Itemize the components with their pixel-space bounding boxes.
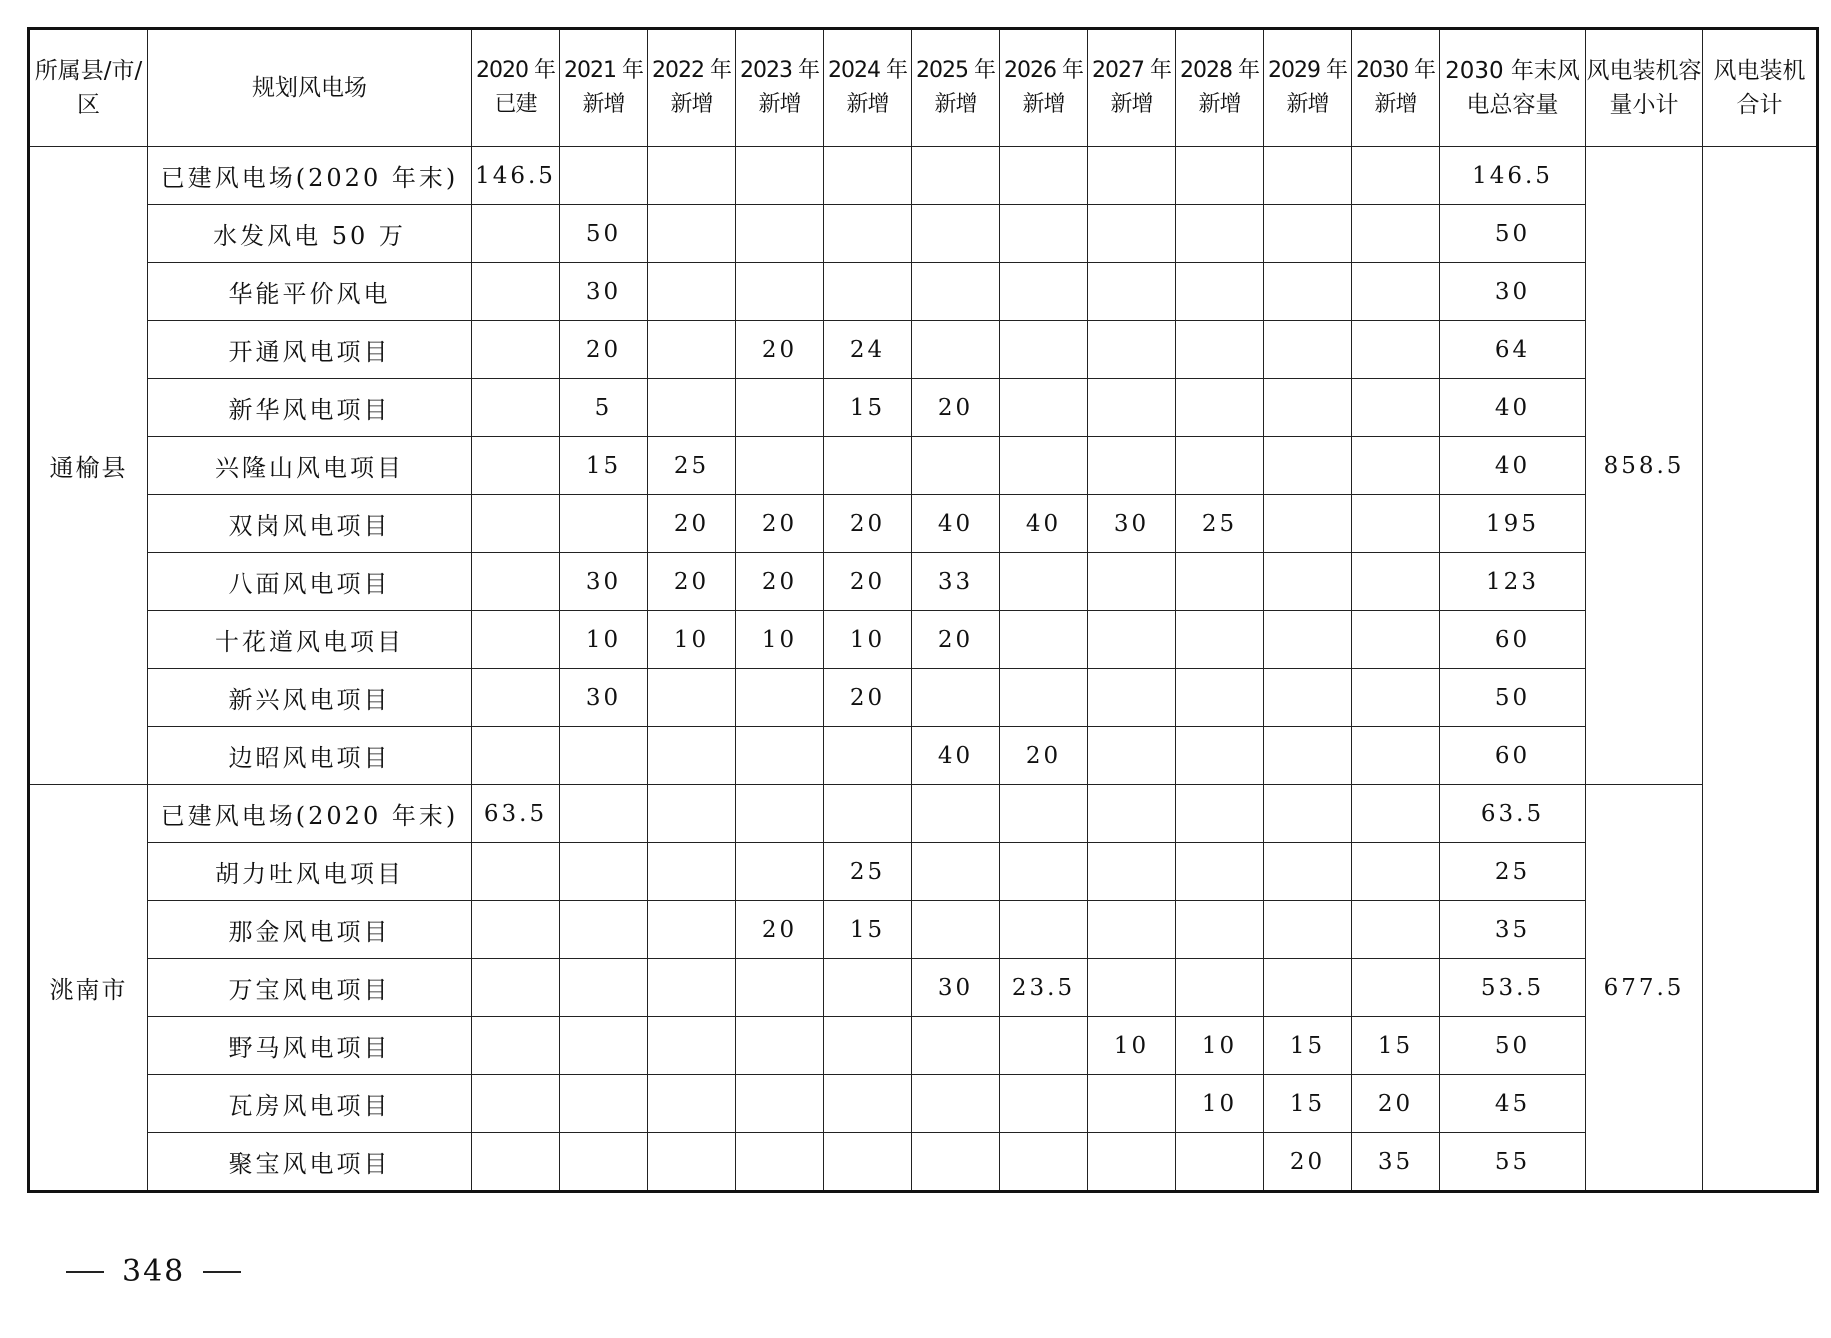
capacity-cell	[1264, 611, 1352, 669]
project-name-cell: 聚宝风电项目	[148, 1133, 472, 1192]
capacity-cell: 30	[912, 959, 1000, 1017]
table-row	[29, 495, 1818, 553]
capacity-cell	[1088, 379, 1176, 437]
capacity-cell	[472, 263, 560, 321]
table-row	[29, 379, 1818, 437]
capacity-cell: 30	[1088, 495, 1176, 553]
capacity-cell	[648, 901, 736, 959]
capacity-cell	[472, 669, 560, 727]
capacity-cell: 20	[560, 321, 648, 379]
table-body	[29, 147, 1818, 1192]
capacity-cell	[560, 727, 648, 785]
capacity-cell	[472, 379, 560, 437]
table-row	[29, 1075, 1818, 1133]
capacity-cell: 10	[1088, 1017, 1176, 1075]
column-header: 风电装机容量小计	[1586, 29, 1703, 147]
capacity-cell	[1088, 205, 1176, 263]
project-name-cell: 已建风电场(2020 年末)	[148, 785, 472, 843]
capacity-cell	[1352, 495, 1440, 553]
capacity-cell	[1000, 1133, 1088, 1192]
footer-dash-right	[203, 1271, 241, 1273]
capacity-cell: 20	[912, 611, 1000, 669]
capacity-cell: 23.5	[1000, 959, 1088, 1017]
column-header: 2024 年新增	[824, 29, 912, 147]
capacity-cell	[560, 785, 648, 843]
capacity-cell: 20	[736, 901, 824, 959]
capacity-cell: 20	[824, 553, 912, 611]
capacity-cell: 146.5	[472, 147, 560, 205]
capacity-cell	[1088, 263, 1176, 321]
column-header: 所属县/市/区	[29, 29, 148, 147]
capacity-cell	[736, 147, 824, 205]
capacity-cell	[912, 321, 1000, 379]
capacity-cell	[1176, 959, 1264, 1017]
capacity-cell: 15	[1264, 1017, 1352, 1075]
capacity-cell: 20	[648, 495, 736, 553]
subtotal-cell: 858.5	[1586, 147, 1703, 785]
capacity-cell	[824, 263, 912, 321]
header-row	[29, 29, 1818, 147]
capacity-cell	[824, 785, 912, 843]
project-name-cell: 水发风电 50 万	[148, 205, 472, 263]
page-number: 348	[122, 1254, 186, 1289]
capacity-cell: 30	[560, 669, 648, 727]
total-capacity-cell: 195	[1440, 495, 1586, 553]
table-row	[29, 785, 1818, 843]
capacity-cell	[1176, 205, 1264, 263]
table-row	[29, 1133, 1818, 1192]
capacity-cell	[1000, 611, 1088, 669]
total-capacity-cell: 60	[1440, 611, 1586, 669]
capacity-cell	[736, 1133, 824, 1192]
capacity-cell	[912, 1133, 1000, 1192]
capacity-cell	[472, 1075, 560, 1133]
capacity-cell	[912, 263, 1000, 321]
capacity-cell: 25	[648, 437, 736, 495]
capacity-cell: 15	[824, 901, 912, 959]
column-header: 2025 年新增	[912, 29, 1000, 147]
capacity-cell: 10	[1176, 1017, 1264, 1075]
capacity-cell	[1176, 669, 1264, 727]
capacity-cell	[1000, 263, 1088, 321]
table-row	[29, 611, 1818, 669]
table-header	[29, 29, 1818, 147]
project-name-cell: 瓦房风电项目	[148, 1075, 472, 1133]
table-row	[29, 843, 1818, 901]
capacity-cell: 20	[1000, 727, 1088, 785]
total-capacity-cell: 30	[1440, 263, 1586, 321]
capacity-cell	[1088, 785, 1176, 843]
project-name-cell: 胡力吐风电项目	[148, 843, 472, 901]
capacity-cell: 20	[1264, 1133, 1352, 1192]
capacity-cell	[1352, 437, 1440, 495]
capacity-cell: 5	[560, 379, 648, 437]
capacity-cell	[648, 1017, 736, 1075]
table-row	[29, 553, 1818, 611]
capacity-cell	[472, 843, 560, 901]
capacity-cell	[1000, 1017, 1088, 1075]
project-name-cell: 野马风电项目	[148, 1017, 472, 1075]
column-header: 2021 年新增	[560, 29, 648, 147]
total-capacity-cell: 45	[1440, 1075, 1586, 1133]
subtotal-cell: 677.5	[1586, 785, 1703, 1192]
column-header: 2030 年新增	[1352, 29, 1440, 147]
capacity-cell	[1352, 843, 1440, 901]
capacity-cell	[1000, 553, 1088, 611]
capacity-cell	[472, 901, 560, 959]
capacity-cell	[1088, 1075, 1176, 1133]
table-row	[29, 147, 1818, 205]
total-capacity-cell: 60	[1440, 727, 1586, 785]
capacity-cell	[472, 495, 560, 553]
capacity-cell: 50	[560, 205, 648, 263]
capacity-cell	[648, 379, 736, 437]
capacity-cell	[736, 669, 824, 727]
capacity-cell	[1088, 843, 1176, 901]
capacity-cell	[472, 1133, 560, 1192]
capacity-cell	[1264, 437, 1352, 495]
capacity-cell: 15	[824, 379, 912, 437]
county-cell: 通榆县	[29, 147, 148, 785]
capacity-cell	[1352, 147, 1440, 205]
capacity-cell: 20	[648, 553, 736, 611]
table-row	[29, 1017, 1818, 1075]
capacity-cell	[1264, 379, 1352, 437]
wind-power-table	[27, 27, 1819, 1193]
capacity-cell	[912, 785, 1000, 843]
capacity-cell	[912, 1017, 1000, 1075]
capacity-cell	[560, 495, 648, 553]
capacity-cell	[912, 437, 1000, 495]
project-name-cell: 华能平价风电	[148, 263, 472, 321]
capacity-cell	[648, 843, 736, 901]
capacity-cell	[736, 1075, 824, 1133]
column-header: 2023 年新增	[736, 29, 824, 147]
capacity-cell	[472, 321, 560, 379]
capacity-cell: 30	[560, 553, 648, 611]
total-capacity-cell: 55	[1440, 1133, 1586, 1192]
capacity-cell	[1352, 959, 1440, 1017]
project-name-cell: 十花道风电项目	[148, 611, 472, 669]
capacity-cell	[648, 321, 736, 379]
capacity-cell: 20	[736, 495, 824, 553]
capacity-cell: 40	[912, 495, 1000, 553]
page-footer	[48, 1254, 259, 1289]
capacity-cell	[648, 205, 736, 263]
capacity-cell	[560, 1017, 648, 1075]
capacity-cell: 40	[1000, 495, 1088, 553]
capacity-cell	[1000, 901, 1088, 959]
capacity-cell	[1176, 321, 1264, 379]
capacity-cell	[1352, 727, 1440, 785]
capacity-cell: 20	[736, 553, 824, 611]
total-capacity-cell: 63.5	[1440, 785, 1586, 843]
capacity-cell	[736, 379, 824, 437]
capacity-cell	[1000, 205, 1088, 263]
capacity-cell: 15	[1352, 1017, 1440, 1075]
capacity-cell	[1176, 785, 1264, 843]
capacity-cell: 25	[824, 843, 912, 901]
capacity-cell	[1088, 959, 1176, 1017]
capacity-cell	[824, 727, 912, 785]
capacity-cell	[1264, 263, 1352, 321]
capacity-cell	[1264, 959, 1352, 1017]
capacity-cell	[912, 147, 1000, 205]
capacity-cell	[824, 1133, 912, 1192]
capacity-cell	[1352, 205, 1440, 263]
capacity-cell	[1088, 147, 1176, 205]
capacity-cell: 25	[1176, 495, 1264, 553]
county-cell: 洮南市	[29, 785, 148, 1192]
capacity-cell	[472, 1017, 560, 1075]
capacity-cell	[1176, 263, 1264, 321]
project-name-cell: 万宝风电项目	[148, 959, 472, 1017]
capacity-cell	[560, 147, 648, 205]
total-capacity-cell: 25	[1440, 843, 1586, 901]
project-name-cell: 八面风电项目	[148, 553, 472, 611]
capacity-cell	[1088, 1133, 1176, 1192]
capacity-cell: 20	[824, 495, 912, 553]
capacity-cell: 10	[736, 611, 824, 669]
capacity-cell	[472, 553, 560, 611]
capacity-cell	[1176, 1133, 1264, 1192]
capacity-cell: 10	[824, 611, 912, 669]
capacity-cell	[1088, 553, 1176, 611]
capacity-cell	[912, 843, 1000, 901]
capacity-cell	[1088, 437, 1176, 495]
project-name-cell: 开通风电项目	[148, 321, 472, 379]
capacity-cell	[736, 263, 824, 321]
capacity-cell: 15	[560, 437, 648, 495]
column-header: 2027 年新增	[1088, 29, 1176, 147]
capacity-cell	[648, 669, 736, 727]
capacity-cell: 20	[824, 669, 912, 727]
capacity-cell	[1352, 263, 1440, 321]
capacity-cell	[1088, 901, 1176, 959]
capacity-cell	[1000, 321, 1088, 379]
capacity-cell	[472, 205, 560, 263]
capacity-cell	[736, 959, 824, 1017]
capacity-cell	[648, 1075, 736, 1133]
total-capacity-cell: 123	[1440, 553, 1586, 611]
capacity-cell	[1088, 669, 1176, 727]
capacity-cell	[560, 843, 648, 901]
capacity-cell: 40	[912, 727, 1000, 785]
capacity-cell	[1000, 147, 1088, 205]
capacity-cell	[1352, 785, 1440, 843]
total-capacity-cell: 40	[1440, 437, 1586, 495]
project-name-cell: 双岗风电项目	[148, 495, 472, 553]
capacity-cell	[1352, 321, 1440, 379]
capacity-cell	[912, 901, 1000, 959]
grand-total-cell	[1703, 147, 1818, 1192]
capacity-cell	[824, 1017, 912, 1075]
capacity-cell: 24	[824, 321, 912, 379]
capacity-cell: 15	[1264, 1075, 1352, 1133]
table-row	[29, 727, 1818, 785]
capacity-cell	[648, 147, 736, 205]
column-header: 2020 年已建	[472, 29, 560, 147]
capacity-cell	[912, 1075, 1000, 1133]
capacity-cell	[1000, 379, 1088, 437]
project-name-cell: 已建风电场(2020 年末)	[148, 147, 472, 205]
capacity-cell: 10	[648, 611, 736, 669]
capacity-cell	[648, 1133, 736, 1192]
capacity-cell	[824, 147, 912, 205]
capacity-cell: 10	[560, 611, 648, 669]
column-header: 2029 年新增	[1264, 29, 1352, 147]
total-capacity-cell: 50	[1440, 1017, 1586, 1075]
capacity-cell	[1176, 553, 1264, 611]
capacity-cell	[1264, 669, 1352, 727]
capacity-cell	[736, 437, 824, 495]
capacity-cell	[1000, 669, 1088, 727]
footer-dash-left	[66, 1271, 104, 1273]
column-header: 2030 年末风电总容量	[1440, 29, 1586, 147]
capacity-cell	[1176, 843, 1264, 901]
capacity-cell	[1264, 321, 1352, 379]
capacity-cell: 35	[1352, 1133, 1440, 1192]
project-name-cell: 新华风电项目	[148, 379, 472, 437]
capacity-cell	[1264, 901, 1352, 959]
capacity-cell	[1088, 321, 1176, 379]
total-capacity-cell: 50	[1440, 669, 1586, 727]
capacity-cell: 20	[736, 321, 824, 379]
total-capacity-cell: 53.5	[1440, 959, 1586, 1017]
capacity-cell	[736, 785, 824, 843]
column-header: 风电装机合计	[1703, 29, 1818, 147]
table-row	[29, 263, 1818, 321]
capacity-cell: 33	[912, 553, 1000, 611]
capacity-cell	[824, 205, 912, 263]
capacity-cell	[648, 263, 736, 321]
capacity-cell	[472, 611, 560, 669]
capacity-cell	[736, 843, 824, 901]
capacity-cell	[472, 959, 560, 1017]
column-header: 2026 年新增	[1000, 29, 1088, 147]
capacity-cell	[824, 959, 912, 1017]
table-row	[29, 669, 1818, 727]
table-row	[29, 901, 1818, 959]
capacity-cell: 10	[1176, 1075, 1264, 1133]
capacity-cell	[1264, 205, 1352, 263]
capacity-cell	[824, 437, 912, 495]
capacity-cell	[1000, 1075, 1088, 1133]
capacity-cell	[1352, 553, 1440, 611]
capacity-cell	[1176, 727, 1264, 785]
project-name-cell: 新兴风电项目	[148, 669, 472, 727]
capacity-cell	[648, 727, 736, 785]
capacity-cell	[1352, 379, 1440, 437]
capacity-cell: 63.5	[472, 785, 560, 843]
capacity-cell	[560, 901, 648, 959]
capacity-cell: 20	[912, 379, 1000, 437]
capacity-cell	[1352, 669, 1440, 727]
capacity-cell	[472, 437, 560, 495]
column-header: 规划风电场	[148, 29, 472, 147]
project-name-cell: 兴隆山风电项目	[148, 437, 472, 495]
table-row	[29, 437, 1818, 495]
capacity-cell	[736, 727, 824, 785]
capacity-cell	[560, 1133, 648, 1192]
capacity-cell	[1264, 843, 1352, 901]
capacity-cell	[1000, 785, 1088, 843]
capacity-cell	[1352, 611, 1440, 669]
capacity-cell	[736, 205, 824, 263]
capacity-cell	[648, 785, 736, 843]
capacity-cell	[1176, 901, 1264, 959]
table-row	[29, 205, 1818, 263]
capacity-cell	[1264, 785, 1352, 843]
capacity-cell	[1264, 553, 1352, 611]
capacity-cell	[560, 1075, 648, 1133]
capacity-cell: 30	[560, 263, 648, 321]
total-capacity-cell: 40	[1440, 379, 1586, 437]
capacity-cell	[1264, 495, 1352, 553]
capacity-cell	[1000, 843, 1088, 901]
total-capacity-cell: 146.5	[1440, 147, 1586, 205]
capacity-cell	[1352, 901, 1440, 959]
capacity-cell	[560, 959, 648, 1017]
capacity-cell	[1176, 437, 1264, 495]
capacity-cell	[1088, 727, 1176, 785]
table-row	[29, 959, 1818, 1017]
capacity-cell	[912, 205, 1000, 263]
capacity-cell	[912, 669, 1000, 727]
capacity-cell	[1264, 147, 1352, 205]
capacity-cell	[1176, 379, 1264, 437]
total-capacity-cell: 35	[1440, 901, 1586, 959]
capacity-cell	[1264, 727, 1352, 785]
capacity-cell	[472, 727, 560, 785]
capacity-cell	[736, 1017, 824, 1075]
column-header: 2022 年新增	[648, 29, 736, 147]
capacity-cell	[1000, 437, 1088, 495]
project-name-cell: 边昭风电项目	[148, 727, 472, 785]
total-capacity-cell: 50	[1440, 205, 1586, 263]
capacity-cell	[648, 959, 736, 1017]
column-header: 2028 年新增	[1176, 29, 1264, 147]
capacity-cell	[1088, 611, 1176, 669]
table-row	[29, 321, 1818, 379]
capacity-cell	[1176, 147, 1264, 205]
capacity-cell	[1176, 611, 1264, 669]
total-capacity-cell: 64	[1440, 321, 1586, 379]
capacity-cell: 20	[1352, 1075, 1440, 1133]
capacity-cell	[824, 1075, 912, 1133]
project-name-cell: 那金风电项目	[148, 901, 472, 959]
